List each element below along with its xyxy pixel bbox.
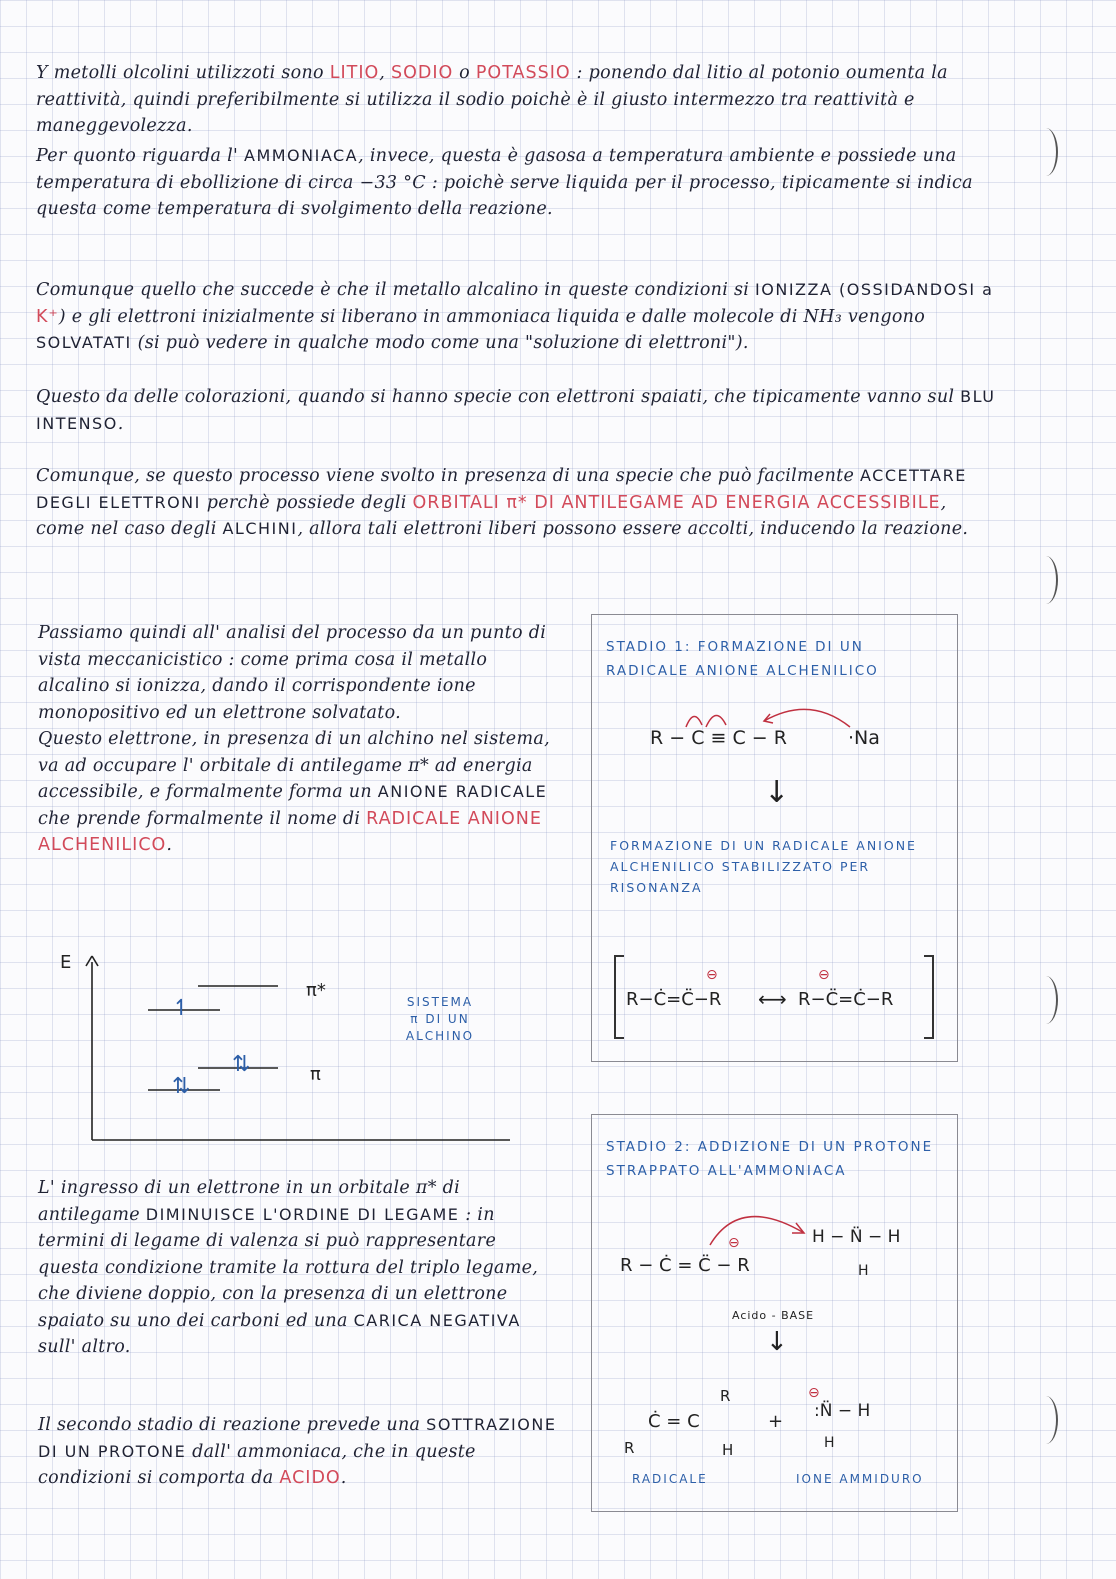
energy-diagram: [50, 950, 520, 1150]
caps-alchini: ALCHINI: [222, 519, 298, 538]
caps-blu: BLU INTENSO: [36, 387, 996, 433]
resonance-right: R−C̈=Ċ−R: [798, 989, 894, 1010]
binder-ring: [1034, 556, 1058, 604]
product-alkene: Ċ = C: [648, 1411, 700, 1432]
caps-anione: ANIONE RADICALE: [377, 782, 548, 801]
stage2-title: STADIO 2: ADDIZIONE DI UN PROTONE STRAPPATO ALL'AMMONIACA: [606, 1139, 934, 1179]
caps-ionizza: IONIZZA (OSSIDANDOSI a: [755, 280, 994, 299]
stage1-box: [591, 614, 958, 1062]
highlight-radicale: RADICALE ANIONE ALCHENILICO: [38, 808, 542, 855]
paragraph-second-stage: Il secondo stadio di reazione prevede una SOTTRAZIONE DI UN PROTONE dall' ammoniaca, che in queste condizioni si comporta da ACIDO.: [38, 1415, 557, 1488]
pi-label: π: [310, 1064, 321, 1085]
stage2-arrow: ↓: [766, 1327, 788, 1357]
amide-ion: :N̈ − H: [814, 1401, 871, 1421]
single-electron: ↿: [172, 996, 191, 1021]
highlight-litio: LITIO: [329, 63, 380, 83]
paragraph-ammonia: Per quonto riguarda l' AMMONIACA, invece, questa è gasosa a temperatura ambiente e possiede una temperatura di ebollizione di circa −33 °C : poichè serve liquida per il processo, tipicamente si indica questa come temperatura di svolgimento della reazione.: [36, 146, 973, 219]
resonance-arrow: ⟷: [758, 987, 787, 1011]
label-amide: IONE AMMIDURO: [796, 1472, 924, 1486]
diagram-caption: SISTEMA π DI UN ALCHINO: [405, 995, 475, 1043]
stage1-title: STADIO 1: FORMAZIONE DI UN RADICALE ANIONE ALCHENILICO: [606, 639, 879, 679]
paragraph-alkali-metals: Y metolli olcolini utilizzoti sono LITIO, SODIO o POTASSIO : ponendo dal litio al potonio oumenta la reattività, quindi preferibilmente si utilizza il sodio poichè è il giusto intermezzo tra reattività e maneggevolezza.: [36, 63, 948, 136]
caps-sottrazione: SOTTRAZIONE DI UN PROTONE: [38, 1415, 557, 1461]
paragraph-ionization: Comunque quello che succede è che il metallo alcalino in queste condizioni si IONIZZA (OSSIDANDOSI a K⁺) e gli elettroni inizialmente si liberano in ammoniaca liquida e dalle molecole di NH₃ vengono SOLVATATI (si può vedere in qualche modo come una "soluzione di elettroni").: [36, 280, 994, 353]
binder-ring: [1034, 1396, 1058, 1444]
paragraph-bond-order: L' ingresso di un elettrone in un orbitale π* di antilegame DIMINUISCE L'ORDINE DI LEGAME : in termini di legame di valenza si può rappresentare questa condizione tramite la rottura del triplo legame, che diviene doppio, con la presenza di un elettrone spaiato su uno dei carboni ed una CARICA NEGATIVA sull' altro.: [38, 1178, 539, 1357]
caps-ammoniaca: AMMONIACA: [244, 146, 359, 165]
resonance-left: R−Ċ=C̈−R: [626, 989, 722, 1010]
amide-h: H: [824, 1435, 835, 1451]
highlight-sodio: SODIO: [391, 63, 454, 83]
energy-axes: [50, 950, 520, 1150]
paragraph-mechanism: Passiamo quindi all' analisi del processo da un punto di vista meccanicistico : come prima cosa il metallo alcalino si ionizza, dando il corrispondente ione monopositivo ed un elettrone solvatato. Questo elettrone, in presenza di un alchino nel sistema, va ad occupare l' orbitale di antilegame π* ad energia accessibile, e formalmente forma un ANIONE RADICALE che prende formalmente il nome di RADICALE ANIONE ALCHENILICO.: [38, 623, 550, 855]
highlight-potassio: POTASSIO: [475, 63, 571, 83]
stage2-ammonia: H − N̈ − H: [812, 1227, 901, 1247]
electron-pair-upper: ⇅: [232, 1052, 251, 1077]
resonance-left-charge: ⊖: [706, 967, 718, 983]
product-r-top: R: [720, 1387, 731, 1405]
highlight-kplus: K⁺: [36, 306, 59, 327]
binder-ring: [1034, 128, 1058, 176]
resonance-bracket-right: [924, 955, 934, 1039]
amide-charge: ⊖: [808, 1385, 820, 1401]
paragraph-acceptor: Comunque, se questo processo viene svolto in presenza di una specie che può facilmente ACCETTARE DEGLI ELETTRONI perchè possiede degli ORBITALI π* DI ANTILEGAME AD ENERGIA ACCESSIBILE, come nel caso degli ALCHINI, allora tali elettroni liberi possono essere accolti, inducendo la reazione.: [36, 466, 969, 539]
electron-pair-lower: ⇅: [172, 1074, 191, 1099]
stage2-plus: +: [768, 1411, 784, 1432]
caps-accettare: ACCETTARE DEGLI ELETTRONI: [36, 466, 967, 512]
highlight-acido: ACIDO: [279, 1468, 341, 1488]
resonance-right-charge: ⊖: [818, 967, 830, 983]
stage1-sodium: ·Na: [848, 727, 880, 749]
stage2-step-label: Acido - BASE: [732, 1309, 815, 1322]
stage1-alkyne: R − C ≡ C − R: [650, 727, 787, 749]
caps-carica: CARICA NEGATIVA: [353, 1310, 521, 1330]
paragraph-colour: Questo da delle colorazioni, quando si hanno specie con elettroni spaiati, che tipicamente vanno sul BLU INTENSO.: [36, 387, 996, 434]
label-radical: RADICALE: [632, 1472, 708, 1486]
stage2-ammonia-h: H: [858, 1263, 869, 1279]
energy-label: E: [60, 952, 72, 973]
highlight-orbitali: ORBITALI π* DI ANTILEGAME AD ENERGIA ACCESSIBILE: [412, 492, 941, 513]
stage2-box: [591, 1114, 958, 1512]
stage2-anion: R − Ċ = C̈ − R: [620, 1255, 750, 1276]
stage2-anion-charge: ⊖: [728, 1235, 740, 1251]
stage1-result: FORMAZIONE DI UN RADICALE ANIONE ALCHENILICO STABILIZZATO PER RISONANZA: [610, 838, 917, 895]
stage1-arrow: ↓: [764, 775, 790, 810]
pi-star-label: π*: [306, 980, 326, 1001]
product-h: H: [722, 1441, 734, 1459]
resonance-bracket-left: [614, 955, 624, 1039]
binder-ring: [1034, 976, 1058, 1024]
product-r-left: R: [624, 1439, 635, 1457]
caps-diminuisce: DIMINUISCE L'ORDINE DI LEGAME: [145, 1204, 460, 1224]
caps-solvatati: SOLVATATI: [36, 333, 132, 352]
